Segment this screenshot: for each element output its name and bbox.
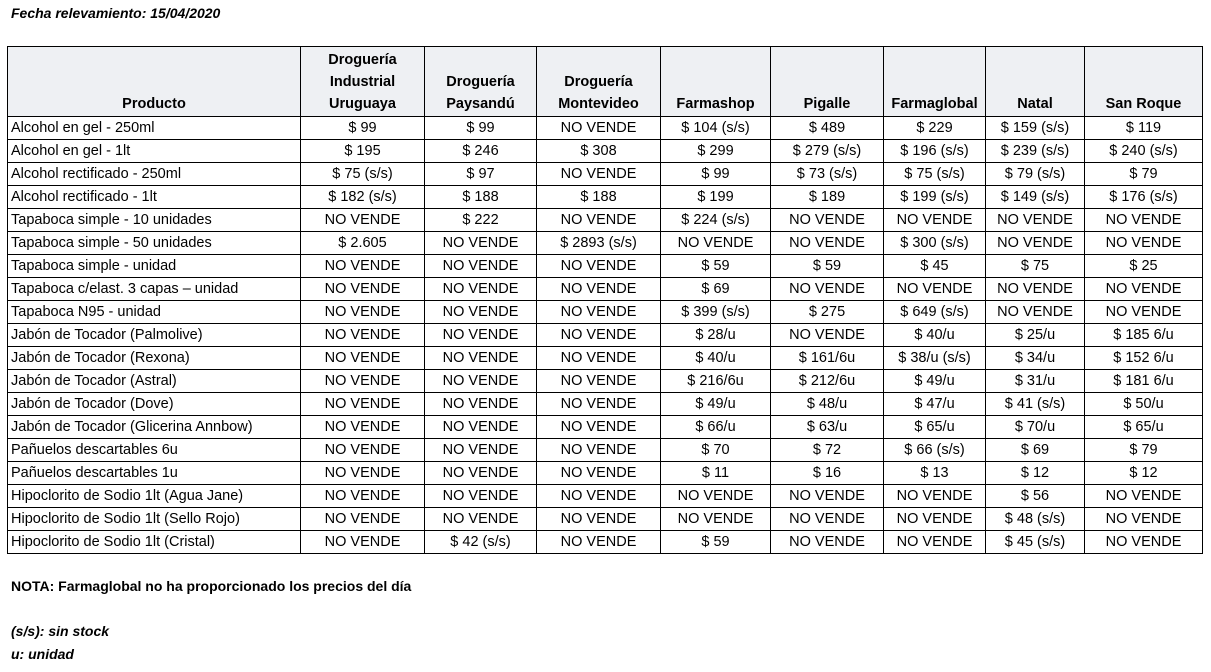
price-cell: NO VENDE <box>425 393 537 416</box>
price-cell: NO VENDE <box>537 117 661 140</box>
price-cell: NO VENDE <box>661 232 771 255</box>
price-cell: NO VENDE <box>884 508 986 531</box>
price-cell: $ 11 <box>661 462 771 485</box>
price-cell: $ 65/u <box>1085 416 1203 439</box>
price-cell: NO VENDE <box>1085 508 1203 531</box>
product-name-cell: Tapaboca simple - 50 unidades <box>8 232 301 255</box>
price-cell: $ 49/u <box>884 370 986 393</box>
price-cell: NO VENDE <box>301 347 425 370</box>
price-cell: NO VENDE <box>986 301 1085 324</box>
price-cell: NO VENDE <box>301 278 425 301</box>
price-cell: $ 56 <box>986 485 1085 508</box>
price-cell: NO VENDE <box>425 347 537 370</box>
price-cell: NO VENDE <box>661 508 771 531</box>
table-row <box>8 232 1203 255</box>
price-cell: NO VENDE <box>537 531 661 554</box>
product-name-cell: Tapaboca c/elast. 3 capas – unidad <box>8 278 301 301</box>
product-name-cell: Pañuelos descartables 1u <box>8 462 301 485</box>
price-cell: NO VENDE <box>1085 485 1203 508</box>
price-cell: NO VENDE <box>1085 301 1203 324</box>
price-cell: $ 13 <box>884 462 986 485</box>
table-body <box>8 117 1203 554</box>
product-name-cell: Alcohol en gel - 250ml <box>8 117 301 140</box>
product-name-cell: Jabón de Tocador (Palmolive) <box>8 324 301 347</box>
header-store: Natal <box>986 47 1085 117</box>
product-name-cell: Alcohol rectificado - 1lt <box>8 186 301 209</box>
price-cell: $ 28/u <box>661 324 771 347</box>
product-name-cell: Hipoclorito de Sodio 1lt (Cristal) <box>8 531 301 554</box>
table-row <box>8 531 1203 554</box>
price-cell: NO VENDE <box>771 324 884 347</box>
price-cell: NO VENDE <box>425 462 537 485</box>
price-cell: NO VENDE <box>425 255 537 278</box>
price-cell: NO VENDE <box>301 508 425 531</box>
header-store: Pigalle <box>771 47 884 117</box>
price-cell: $ 239 (s/s) <box>986 140 1085 163</box>
price-cell: $ 199 (s/s) <box>884 186 986 209</box>
price-cell: $ 72 <box>771 439 884 462</box>
price-cell: $ 41 (s/s) <box>986 393 1085 416</box>
price-cell: $ 181 6/u <box>1085 370 1203 393</box>
price-cell: $ 42 (s/s) <box>425 531 537 554</box>
price-cell: $ 299 <box>661 140 771 163</box>
price-cell: NO VENDE <box>537 485 661 508</box>
price-cell: $ 47/u <box>884 393 986 416</box>
price-cell: $ 48/u <box>771 393 884 416</box>
price-cell: $ 31/u <box>986 370 1085 393</box>
price-cell: $ 300 (s/s) <box>884 232 986 255</box>
price-cell: NO VENDE <box>1085 232 1203 255</box>
table-row <box>8 462 1203 485</box>
price-cell: $ 161/6u <box>771 347 884 370</box>
price-cell: $ 50/u <box>1085 393 1203 416</box>
price-cell: $ 196 (s/s) <box>884 140 986 163</box>
price-cell: $ 275 <box>771 301 884 324</box>
price-cell: NO VENDE <box>301 439 425 462</box>
table-row <box>8 416 1203 439</box>
price-cell: $ 399 (s/s) <box>661 301 771 324</box>
product-name-cell: Tapaboca simple - unidad <box>8 255 301 278</box>
price-cell: $ 12 <box>986 462 1085 485</box>
table-row <box>8 278 1203 301</box>
price-cell: NO VENDE <box>1085 278 1203 301</box>
price-cell: NO VENDE <box>425 485 537 508</box>
price-cell: $ 48 (s/s) <box>986 508 1085 531</box>
price-cell: NO VENDE <box>537 255 661 278</box>
product-name-cell: Jabón de Tocador (Astral) <box>8 370 301 393</box>
price-cell: $ 75 <box>986 255 1085 278</box>
price-cell: $ 99 <box>301 117 425 140</box>
price-cell: $ 79 (s/s) <box>986 163 1085 186</box>
table-row <box>8 117 1203 140</box>
price-cell: NO VENDE <box>537 439 661 462</box>
price-cell: NO VENDE <box>771 485 884 508</box>
price-cell: NO VENDE <box>771 232 884 255</box>
price-cell: NO VENDE <box>301 324 425 347</box>
price-cell: $ 70 <box>661 439 771 462</box>
price-cell: $ 63/u <box>771 416 884 439</box>
price-cell: $ 246 <box>425 140 537 163</box>
price-cell: NO VENDE <box>537 324 661 347</box>
price-cell: NO VENDE <box>537 416 661 439</box>
price-cell: NO VENDE <box>425 324 537 347</box>
price-cell: $ 75 (s/s) <box>301 163 425 186</box>
product-name-cell: Tapaboca simple - 10 unidades <box>8 209 301 232</box>
price-cell: $ 97 <box>425 163 537 186</box>
price-cell: $ 99 <box>425 117 537 140</box>
header-store: Farmashop <box>661 47 771 117</box>
price-cell: $ 40/u <box>884 324 986 347</box>
price-cell: NO VENDE <box>537 301 661 324</box>
price-cell: $ 229 <box>884 117 986 140</box>
table-row <box>8 370 1203 393</box>
product-name-cell: Jabón de Tocador (Dove) <box>8 393 301 416</box>
table-header <box>8 47 1203 117</box>
price-cell: $ 176 (s/s) <box>1085 186 1203 209</box>
price-cell: NO VENDE <box>1085 209 1203 232</box>
price-cell: NO VENDE <box>771 531 884 554</box>
table-row <box>8 163 1203 186</box>
table-row <box>8 324 1203 347</box>
header-store: Droguería Montevideo <box>537 47 661 117</box>
price-cell: $ 59 <box>661 255 771 278</box>
header-store: Droguería Industrial Uruguaya <box>301 47 425 117</box>
price-cell: $ 189 <box>771 186 884 209</box>
price-cell: NO VENDE <box>537 462 661 485</box>
price-cell: $ 2893 (s/s) <box>537 232 661 255</box>
price-cell: $ 49/u <box>661 393 771 416</box>
price-cell: $ 70/u <box>986 416 1085 439</box>
price-cell: NO VENDE <box>301 393 425 416</box>
price-cell: $ 199 <box>661 186 771 209</box>
price-cell: NO VENDE <box>771 209 884 232</box>
price-cell: $ 40/u <box>661 347 771 370</box>
price-cell: NO VENDE <box>425 508 537 531</box>
price-cell: $ 182 (s/s) <box>301 186 425 209</box>
product-name-cell: Alcohol rectificado - 250ml <box>8 163 301 186</box>
price-cell: $ 34/u <box>986 347 1085 370</box>
price-cell: $ 66/u <box>661 416 771 439</box>
price-cell: $ 119 <box>1085 117 1203 140</box>
price-cell: NO VENDE <box>771 508 884 531</box>
price-cell: $ 159 (s/s) <box>986 117 1085 140</box>
price-cell: NO VENDE <box>771 278 884 301</box>
price-cell: NO VENDE <box>884 209 986 232</box>
table-row <box>8 255 1203 278</box>
price-cell: $ 65/u <box>884 416 986 439</box>
note: NOTA: Farmaglobal no ha proporcionado los precios del día <box>11 578 412 594</box>
price-cell: $ 308 <box>537 140 661 163</box>
price-cell: NO VENDE <box>884 531 986 554</box>
price-cell: NO VENDE <box>425 278 537 301</box>
price-cell: $ 152 6/u <box>1085 347 1203 370</box>
price-cell: NO VENDE <box>301 370 425 393</box>
product-name-cell: Tapaboca N95 - unidad <box>8 301 301 324</box>
price-cell: $ 149 (s/s) <box>986 186 1085 209</box>
price-cell: NO VENDE <box>425 370 537 393</box>
table-row <box>8 140 1203 163</box>
price-cell: $ 240 (s/s) <box>1085 140 1203 163</box>
table-row <box>8 186 1203 209</box>
survey-date: Fecha relevamiento: 15/04/2020 <box>11 5 221 21</box>
product-name-cell: Hipoclorito de Sodio 1lt (Sello Rojo) <box>8 508 301 531</box>
price-cell: $ 38/u (s/s) <box>884 347 986 370</box>
legend-sin-stock: (s/s): sin stock <box>11 623 110 639</box>
price-cell: NO VENDE <box>537 163 661 186</box>
table-row <box>8 485 1203 508</box>
price-cell: $ 224 (s/s) <box>661 209 771 232</box>
price-cell: $ 25/u <box>986 324 1085 347</box>
price-cell: NO VENDE <box>884 485 986 508</box>
price-cell: $ 279 (s/s) <box>771 140 884 163</box>
price-cell: $ 66 (s/s) <box>884 439 986 462</box>
price-cell: $ 45 (s/s) <box>986 531 1085 554</box>
price-cell: $ 59 <box>661 531 771 554</box>
price-cell: $ 489 <box>771 117 884 140</box>
header-store: Droguería Paysandú <box>425 47 537 117</box>
price-table <box>7 46 1203 554</box>
table-row <box>8 393 1203 416</box>
header-row <box>8 47 1203 117</box>
price-cell: $ 222 <box>425 209 537 232</box>
table-row <box>8 347 1203 370</box>
price-cell: $ 25 <box>1085 255 1203 278</box>
price-cell: NO VENDE <box>537 347 661 370</box>
price-cell: NO VENDE <box>884 278 986 301</box>
price-cell: $ 45 <box>884 255 986 278</box>
product-name-cell: Hipoclorito de Sodio 1lt (Agua Jane) <box>8 485 301 508</box>
price-cell: NO VENDE <box>425 416 537 439</box>
price-cell: $ 104 (s/s) <box>661 117 771 140</box>
price-cell: $ 75 (s/s) <box>884 163 986 186</box>
product-name-cell: Pañuelos descartables 6u <box>8 439 301 462</box>
product-name-cell: Jabón de Tocador (Glicerina Annbow) <box>8 416 301 439</box>
price-cell: NO VENDE <box>537 209 661 232</box>
price-cell: NO VENDE <box>301 531 425 554</box>
price-cell: NO VENDE <box>537 393 661 416</box>
table-row <box>8 439 1203 462</box>
price-cell: $ 195 <box>301 140 425 163</box>
price-cell: $ 69 <box>986 439 1085 462</box>
price-cell: NO VENDE <box>301 209 425 232</box>
price-cell: $ 69 <box>661 278 771 301</box>
price-cell: NO VENDE <box>1085 531 1203 554</box>
table-row <box>8 301 1203 324</box>
price-cell: NO VENDE <box>986 278 1085 301</box>
price-cell: $ 2.605 <box>301 232 425 255</box>
price-cell: NO VENDE <box>301 462 425 485</box>
header-producto: Producto <box>8 47 301 117</box>
header-store: Farmaglobal <box>884 47 986 117</box>
price-cell: $ 59 <box>771 255 884 278</box>
price-cell: $ 188 <box>425 186 537 209</box>
price-cell: $ 12 <box>1085 462 1203 485</box>
price-cell: NO VENDE <box>301 485 425 508</box>
price-cell: NO VENDE <box>301 301 425 324</box>
price-cell: $ 73 (s/s) <box>771 163 884 186</box>
price-cell: $ 188 <box>537 186 661 209</box>
table-row <box>8 508 1203 531</box>
price-cell: NO VENDE <box>425 232 537 255</box>
price-cell: NO VENDE <box>537 278 661 301</box>
price-cell: NO VENDE <box>301 255 425 278</box>
table-row <box>8 209 1203 232</box>
price-cell: $ 212/6u <box>771 370 884 393</box>
price-cell: $ 99 <box>661 163 771 186</box>
price-cell: NO VENDE <box>301 416 425 439</box>
header-store: San Roque <box>1085 47 1203 117</box>
price-cell: NO VENDE <box>661 485 771 508</box>
price-cell: NO VENDE <box>537 508 661 531</box>
price-cell: NO VENDE <box>986 232 1085 255</box>
price-cell: NO VENDE <box>537 370 661 393</box>
product-name-cell: Jabón de Tocador (Rexona) <box>8 347 301 370</box>
price-cell: NO VENDE <box>986 209 1085 232</box>
legend-unidad: u: unidad <box>11 646 74 662</box>
price-cell: $ 216/6u <box>661 370 771 393</box>
price-cell: $ 16 <box>771 462 884 485</box>
price-cell: $ 79 <box>1085 439 1203 462</box>
price-cell: NO VENDE <box>425 301 537 324</box>
price-cell: $ 649 (s/s) <box>884 301 986 324</box>
price-cell: $ 185 6/u <box>1085 324 1203 347</box>
price-cell: NO VENDE <box>425 439 537 462</box>
price-cell: $ 79 <box>1085 163 1203 186</box>
product-name-cell: Alcohol en gel - 1lt <box>8 140 301 163</box>
